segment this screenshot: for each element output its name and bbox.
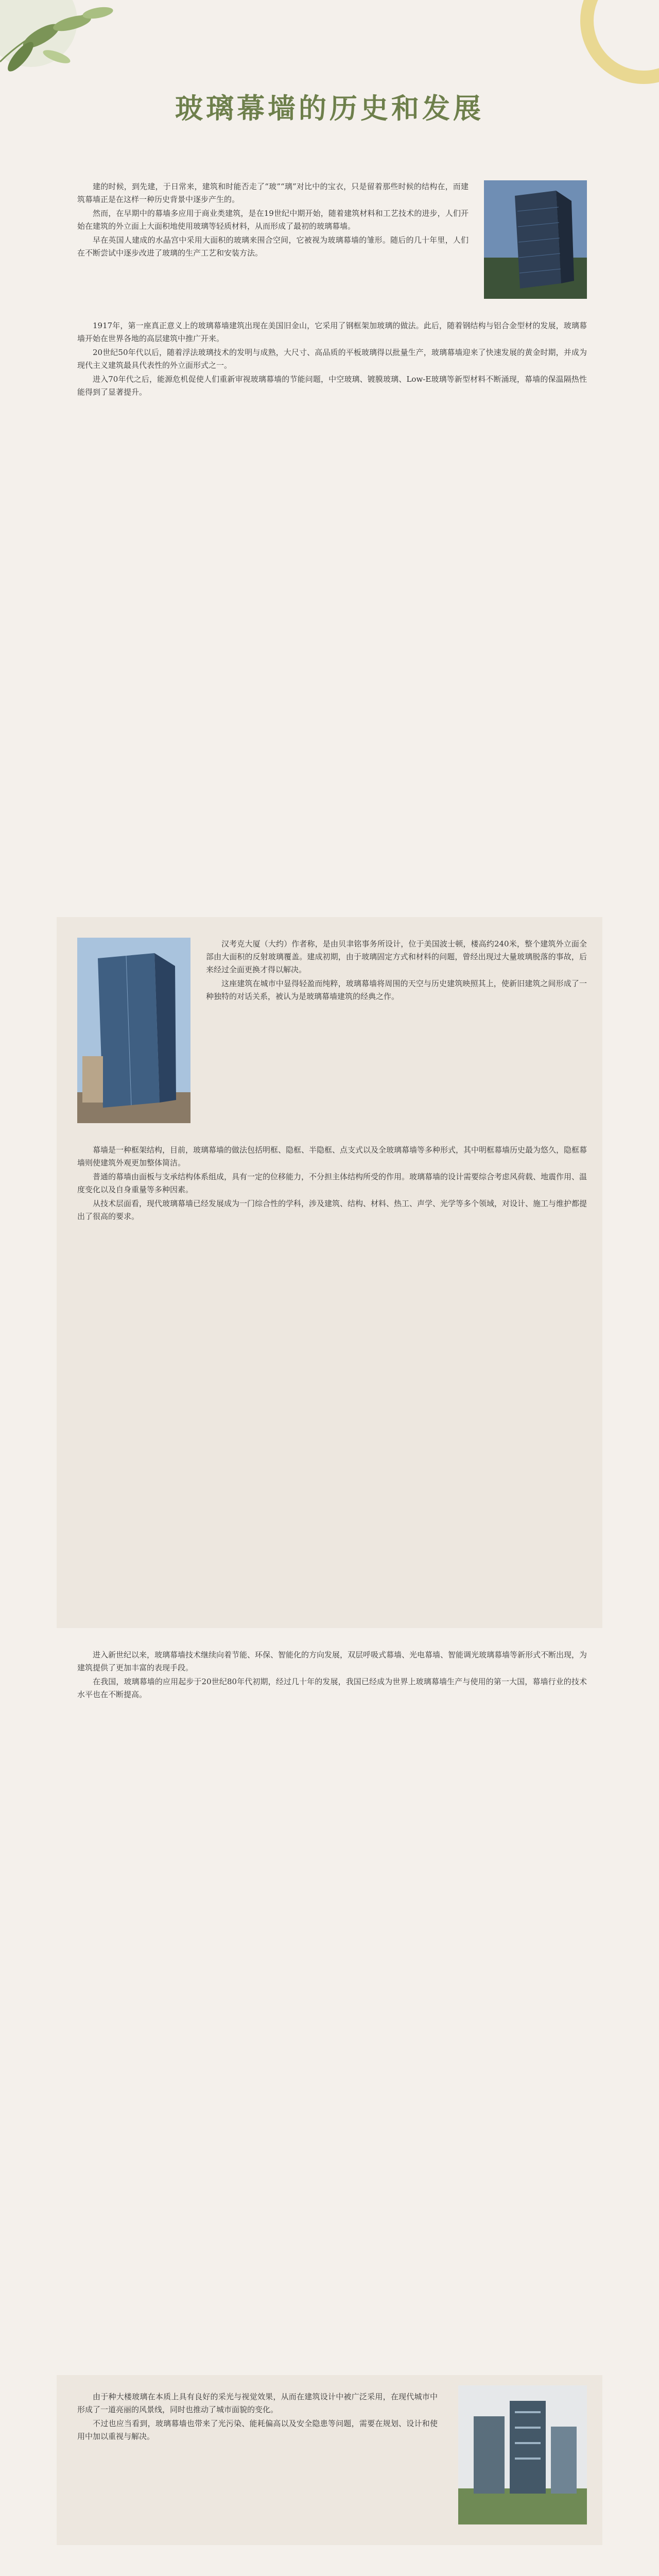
section-2-paragraph: 汉考克大厦（大约）作者称，是由贝聿铭事务所设计，位于美国波士顿，楼高约240米，整个建筑外立面全部由大面积的反射玻璃覆盖。建成初期，由于玻璃固定方式和材料的问题，曾经出现过大量玻璃脱落的事故，后来经过全面更换才得以解决。 <box>206 939 587 974</box>
section-4-paragraph: 由于种大楼玻璃在本质上具有良好的采光与视觉效果，从而在建筑设计中被广泛采用，在现代城市中形成了一道亮丽的风景线，同时也推动了城市面貌的变化。 <box>77 2392 438 2414</box>
section-2 <box>0 927 659 1618</box>
section-2-text <box>206 938 587 1004</box>
section-3-paragraph: 在我国，玻璃幕墙的应用起步于20世纪80年代初期，经过几十年的发展，我国已经成为世界上玻璃幕墙生产与使用的第一大国，幕墙行业的技术水平也在不断提高。 <box>77 1677 587 1699</box>
section-4-text <box>77 2391 438 2444</box>
intro-section <box>0 170 659 696</box>
intro-paragraph: 20世纪50年代以后，随着浮法玻璃技术的发明与成熟，大尺寸、高品质的平板玻璃得以批量生产，玻璃幕墙迎来了快速发展的黄金时期，并成为现代主义建筑最具代表性的外立面形式之一。 <box>77 348 587 370</box>
section-2-paragraph: 这座建筑在城市中显得轻盈而纯粹，玻璃幕墙将周围的天空与历史建筑映照其上，使新旧建筑之间形成了一种独特的对话关系，被认为是玻璃幕墙建筑的经典之作。 <box>206 979 587 1001</box>
intro-paragraph: 进入70年代之后，能源危机促使人们重新审视玻璃幕墙的节能问题，中空玻璃、镀膜玻璃、Low-E玻璃等新型材料不断涌现，幕墙的保温隔热性能得到了显著提升。 <box>77 375 587 397</box>
section-2-paragraph: 从技术层面看，现代玻璃幕墙已经发展成为一门综合性的学科，涉及建筑、结构、材料、热工、声学、光学等多个领域，对设计、施工与维护都提出了很高的要求。 <box>77 1199 587 1221</box>
section-2-text-continued <box>77 1144 587 1224</box>
section-3 <box>0 1649 659 2081</box>
intro-paragraph: 建的时候，到先建，于日常来，建筑和时能否走了“玻”“璃”对比中的宝衣，只是留着那些时候的结构在，而建筑幕墙正是在这样一种历史背景中逐步产生的。 <box>77 182 469 204</box>
intro-text-continued <box>77 319 587 400</box>
tower-photo <box>484 180 587 299</box>
top-right-circle-decoration <box>556 0 659 93</box>
section-4-paragraph: 不过也应当看到，玻璃幕墙也带来了光污染、能耗偏高以及安全隐患等问题，需要在规划、设计和使用中加以重视与解决。 <box>77 2419 438 2441</box>
section-2-paragraph: 幕墙是一种框架结构，目前，玻璃幕墙的做法包括明框、隐框、半隐框、点支式以及全玻璃幕墙等多种形式，其中明框幕墙历史最为悠久，隐框幕墙则使建筑外观更加整体简洁。 <box>77 1145 587 1167</box>
intro-text <box>77 180 469 261</box>
intro-paragraph: 早在英国人建成的水晶宫中采用大面积的玻璃来围合空间，它被视为玻璃幕墙的雏形。随后的几十年里，人们在不断尝试中逐步改进了玻璃的生产工艺和安装方法。 <box>77 235 469 258</box>
intro-paragraph: 然而，在早期中的幕墙多应用于商业类建筑，是在19世纪中期开始，随着建筑材料和工艺技术的进步，人们开始在建筑的外立面上大面积地使用玻璃等轻质材料，从而形成了最初的玻璃幕墙。 <box>77 209 469 231</box>
campus-buildings-photo <box>458 2385 587 2524</box>
section-3-text <box>77 1649 587 1702</box>
section-4 <box>0 2385 659 2535</box>
section-2-paragraph: 普通的幕墙由面板与支承结构体系组成，具有一定的位移能力，不分担主体结构所受的作用。玻璃幕墙的设计需要综合考虑风荷载、地震作用、温度变化以及自身重量等多种因素。 <box>77 1172 587 1194</box>
section-3-paragraph: 进入新世纪以来，玻璃幕墙技术继续向着节能、环保、智能化的方向发展，双层呼吸式幕墙、光电幕墙、智能调光玻璃幕墙等新形式不断出现，为建筑提供了更加丰富的表现手段。 <box>77 1650 587 1672</box>
page-title: 玻璃幕墙的历史和发展 <box>175 92 484 125</box>
glass-skyscraper-photo <box>77 938 190 1123</box>
intro-paragraph: 1917年，第一座真正意义上的玻璃幕墙建筑出现在美国旧金山，它采用了钢框架加玻璃的做法。此后，随着钢结构与铝合金型材的发展，玻璃幕墙开始在世界各地的高层建筑中推广开来。 <box>77 321 587 343</box>
